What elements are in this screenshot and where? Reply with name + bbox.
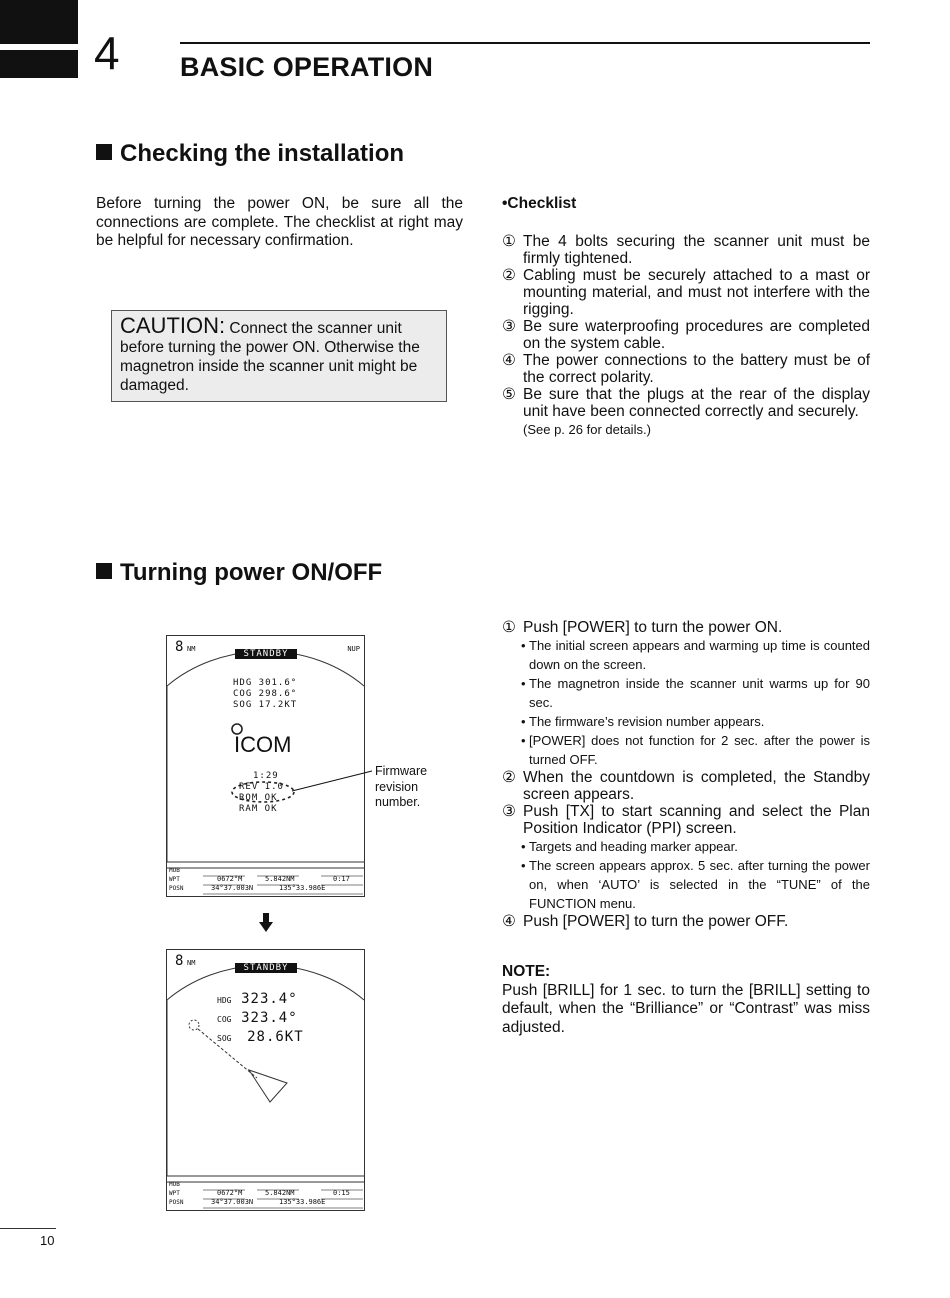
bullet-dot-icon: • (521, 714, 526, 729)
step-number: ② (502, 769, 516, 786)
checklist-item (502, 386, 870, 420)
ram-status: RAM OK (239, 804, 278, 814)
step-text: When the countdown is completed, the Standby screen appears. (523, 769, 870, 803)
checklist-item (502, 267, 870, 318)
checklist-item (502, 352, 870, 386)
posn-label: POSN (169, 1199, 184, 1206)
step-text: Push [POWER] to turn the power OFF. (523, 913, 789, 930)
step-subnote (502, 837, 870, 856)
wpt-label: WPT (169, 876, 180, 883)
cog-label: COG (217, 1015, 232, 1024)
data-box-labels (169, 1180, 183, 1207)
boot-info (239, 771, 284, 815)
callout-leader-line (290, 765, 375, 795)
intro-paragraph: Before turning the power ON, be sure all the connections are complete. The checklist at right may be helpful for necessary confirmation. (96, 195, 463, 249)
step-subnote (502, 674, 870, 712)
heading-readout: HDG 301.6° (233, 678, 298, 688)
nav-readout (233, 678, 297, 711)
checklist-item (502, 318, 870, 352)
section-heading-power (96, 559, 382, 587)
item-number: ⑤ (502, 385, 516, 403)
item-number: ④ (502, 351, 516, 369)
step-subnote (502, 731, 870, 769)
step-text: Push [POWER] to turn the power ON. (523, 619, 783, 636)
checklist-title: •Checklist (502, 195, 577, 212)
longitude: 135°33.986E (279, 1198, 326, 1206)
rom-status: ROM OK (239, 793, 278, 803)
sog-readout: SOG 17.2KT (233, 700, 298, 710)
wpt-time: 0:17 (333, 875, 350, 883)
square-bullet-icon (96, 563, 112, 579)
range-value: 8 (175, 953, 184, 969)
square-bullet-icon (96, 144, 112, 160)
nav-readout-large (217, 990, 304, 1047)
bullet-dot-icon: • (521, 858, 526, 873)
note-text: Push [BRILL] for 1 sec. to turn the [BRILL] setting to default, when the “Brilliance” or “Contrast” was miss adjusted. (502, 981, 870, 1036)
radar-standby-screen (166, 949, 365, 1211)
firmware-callout: Firmware revision number. (375, 764, 428, 809)
step-number: ③ (502, 803, 516, 820)
step-number: ① (502, 619, 516, 636)
note-title: NOTE: (502, 963, 551, 980)
latitude: 34°37.003N (211, 1198, 254, 1206)
bullet-dot-icon: • (521, 676, 526, 691)
subnote-text: Targets and heading marker appear. (529, 839, 738, 854)
power-step (502, 803, 870, 837)
chapter-number: 4 (94, 27, 120, 79)
item-text: Cabling must be securely attached to a mast or mounting material, and must not interfere with the rigging. (523, 266, 870, 318)
mob-label: MOB (169, 1181, 180, 1188)
step-subnote (502, 636, 870, 674)
chapter-rule (180, 42, 870, 44)
icom-logo: ICOM (234, 732, 292, 757)
chapter-tab-block (0, 0, 78, 44)
firmware-revision: REV 1.0 (239, 782, 284, 792)
hdg-label: HDG (217, 996, 232, 1005)
mob-label: MOB (169, 867, 180, 874)
sog-value: 28.6KT (247, 1029, 304, 1045)
subnote-text: The screen appears approx. 5 sec. after turning the power on, when ‘AUTO’ is selected in the “TUNE” of the FUNCTION menu. (529, 858, 870, 911)
power-step (502, 769, 870, 803)
standby-badge: STANDBY (235, 963, 297, 973)
subnote-text: [POWER] does not function for 2 sec. after the power is turned OFF. (529, 733, 870, 767)
caution-label: CAUTION: (120, 313, 226, 338)
wpt-distance: 5.842NM (265, 1189, 295, 1197)
section-heading-installation (96, 140, 404, 168)
caution-text: Connect the scanner unit before turning the power ON. Otherwise the magnetron inside the scanner unit might be damaged. (120, 320, 420, 394)
power-steps (502, 619, 870, 930)
range-unit: NM (187, 959, 196, 967)
section-heading-text: Turning power ON/OFF (120, 559, 383, 586)
item-number: ② (502, 266, 516, 284)
subnote-text: The firmware’s revision number appears. (529, 714, 765, 729)
checklist (502, 195, 870, 439)
page-number: 10 (40, 1233, 55, 1248)
range-value: 8 (175, 639, 184, 655)
wpt-time: 0:15 (333, 1189, 350, 1197)
bullet-dot-icon: • (521, 638, 526, 653)
chapter-tab-block-lower (0, 50, 78, 78)
bullet-dot-icon: • (521, 733, 526, 748)
standby-badge: STANDBY (235, 649, 297, 659)
step-number: ④ (502, 913, 516, 930)
item-text: The 4 bolts securing the scanner unit must be firmly tightened. (523, 232, 870, 267)
item-text: The power connections to the battery must be of the correct polarity. (523, 351, 870, 386)
wpt-bearing: 0672°M (217, 875, 243, 883)
chapter-title: BASIC OPERATION (180, 52, 434, 82)
checklist-item (502, 233, 870, 267)
subnote-text: The magnetron inside the scanner unit warms up for 90 sec. (529, 676, 870, 710)
wpt-bearing: 0672°M (217, 1189, 243, 1197)
checklist-note: (See p. 26 for details.) (523, 421, 651, 437)
data-box-labels (169, 866, 183, 893)
posn-label: POSN (169, 885, 184, 892)
longitude: 135°33.986E (279, 884, 326, 892)
wpt-label: WPT (169, 1190, 180, 1197)
cog-readout: COG 298.6° (233, 689, 298, 699)
power-step (502, 913, 870, 930)
wpt-distance: 5.842NM (265, 875, 295, 883)
checklist-items (502, 233, 870, 420)
heading-value: 323.4° (241, 991, 298, 1007)
footer-rule (0, 1228, 56, 1229)
step-subnote (502, 856, 870, 913)
step-subnote (502, 712, 870, 731)
power-step (502, 619, 870, 636)
countdown-timer: 1:29 (253, 771, 279, 781)
subnote-text: The initial screen appears and warming up time is counted down on the screen. (529, 638, 870, 672)
item-number: ③ (502, 317, 516, 335)
range-unit: NM (187, 645, 196, 653)
item-text: Be sure that the plugs at the rear of the display unit have been connected correctly and securely. (523, 385, 870, 420)
caution-box (111, 310, 447, 402)
latitude: 34°37.003N (211, 884, 254, 892)
cog-value: 323.4° (241, 1010, 298, 1026)
screen-outline (167, 950, 364, 1210)
orientation-mode: NUP (347, 645, 360, 653)
item-number: ① (502, 232, 516, 250)
section-heading-text: Checking the installation (120, 140, 405, 167)
down-arrow-icon (259, 913, 273, 933)
step-text: Push [TX] to start scanning and select the Plan Position Indicator (PPI) screen. (523, 803, 870, 837)
item-text: Be sure waterproofing procedures are completed on the system cable. (523, 317, 870, 352)
sog-label: SOG (217, 1034, 232, 1043)
note-block (502, 963, 870, 1037)
bullet-dot-icon: • (521, 839, 526, 854)
